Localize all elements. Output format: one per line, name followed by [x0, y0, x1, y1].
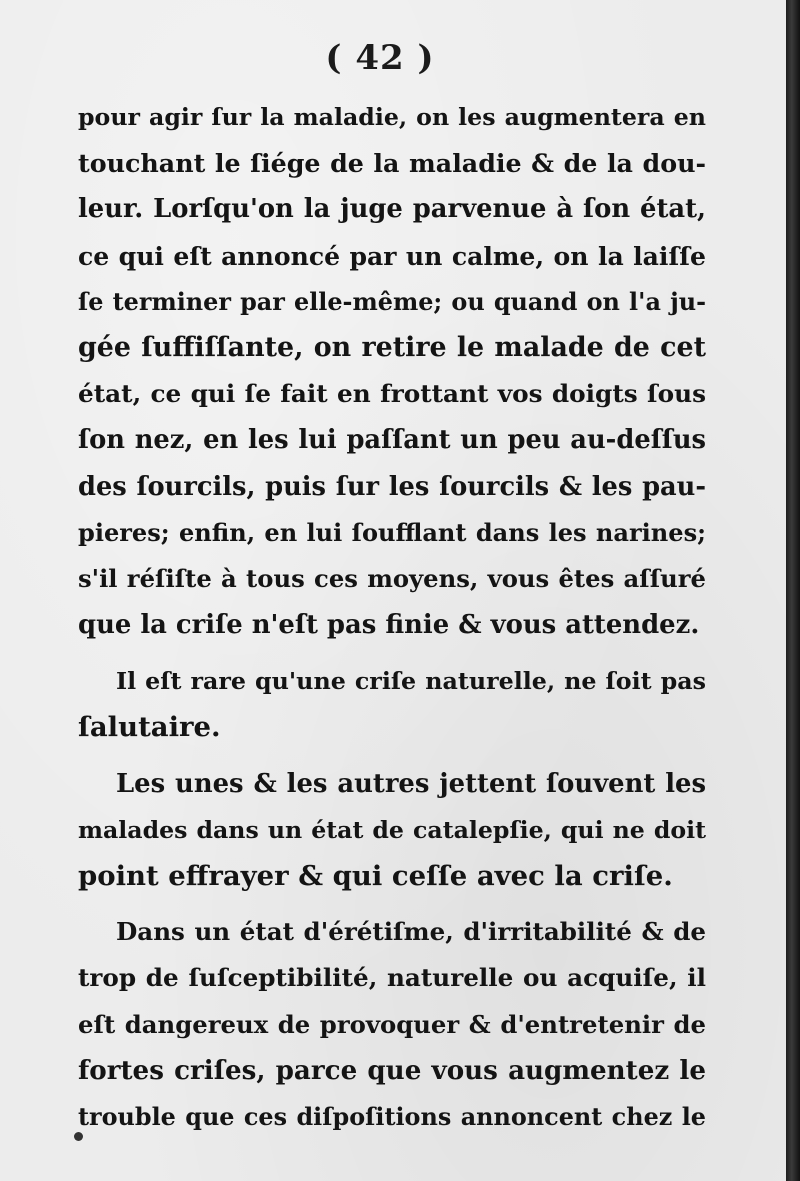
text-line: ſon nez, en les lui paſſant un peu au-deſſus: [78, 425, 706, 456]
text-line: état, ce qui ſe fait en frottant vos doigts ſous: [78, 379, 706, 409]
text-line: des ſourcils, puis ſur les ſourcils & les pau-: [78, 471, 706, 502]
text-line: point effrayer & qui ceſſe avec la criſe.: [78, 860, 673, 892]
text-line: Il eſt rare qu'une criſe naturelle, ne ſoit pas: [116, 667, 706, 696]
paragraph-2: [78, 658, 706, 750]
text-line: malades dans un état de catalepſie, qui ne doit: [78, 815, 706, 844]
text-line: que la criſe n'eſt pas finie & vous attendez.: [78, 610, 700, 641]
text-line: Dans un état d'érétiſme, d'irritabilité & de: [116, 917, 706, 947]
text-line: ce qui eſt annoncé par un calme, on la laiſſe: [78, 240, 706, 271]
paragraph-gap: [78, 648, 706, 658]
paragraph-3: [78, 761, 706, 900]
text-line: Les unes & les autres jettent ſouvent les: [116, 768, 706, 799]
body-text: [78, 94, 706, 1140]
page-edge-shadow: [786, 0, 800, 1181]
text-line: touchant le ſiége de la maladie & de la dou-: [78, 148, 706, 179]
text-line: leur. Lorſqu'on la juge parvenue à ſon état,: [78, 194, 706, 225]
ink-smudge: [74, 1132, 83, 1141]
text-line: trop de ſuſceptibilité, naturelle ou acquiſe, il: [78, 963, 706, 993]
paragraph-gap: [78, 899, 706, 909]
paragraph-4: [78, 909, 706, 1140]
text-line: ſalutaire.: [78, 711, 221, 744]
text-line: gée ſuffiſſante, on retire le malade de cet: [78, 331, 706, 363]
text-line: ſe terminer par elle-même; ou quand on l'a ju-: [78, 287, 706, 316]
paragraph-gap: [78, 751, 706, 761]
text-line: pour agir ſur la maladie, on les augmentera en: [78, 103, 706, 131]
text-line: eſt dangereux de provoquer & d'entretenir de: [78, 1009, 706, 1039]
text-line: fortes criſes, parce que vous augmentez le: [78, 1054, 706, 1086]
paragraph-1: [78, 94, 706, 648]
page-number: ( 42 ): [325, 38, 435, 78]
text-line: s'il réſiſte à tous ces moyens, vous êtes aſſuré: [78, 563, 706, 593]
text-line: trouble que ces diſpoſitions annoncent chez le: [78, 1102, 706, 1131]
text-line: pieres; enfin, en lui ſoufflant dans les narines;: [78, 517, 706, 547]
